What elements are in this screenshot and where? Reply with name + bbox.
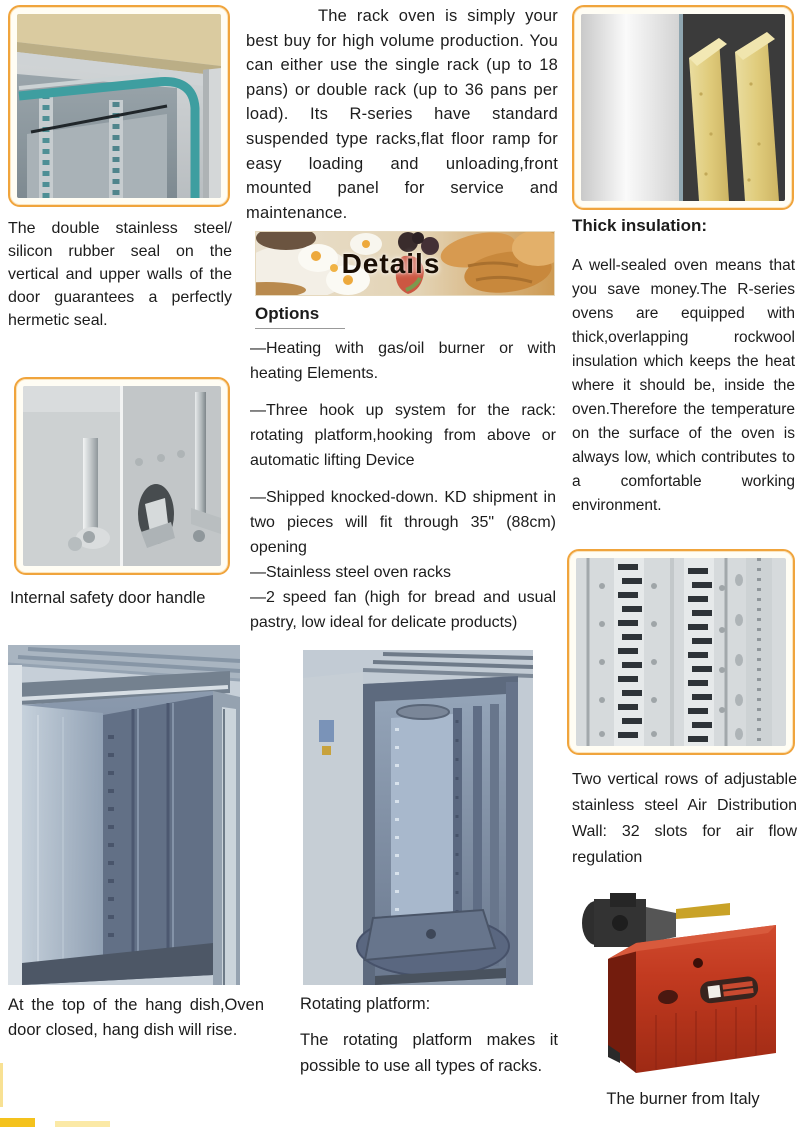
door-seal-caption: The double stainless steel/ silicon rubber seal on the vertical and upper walls of the door guarantees a perfectly hermetic seal. bbox=[8, 220, 232, 329]
insulation-photo-frame bbox=[572, 5, 794, 210]
burner-caption: The burner from Italy bbox=[606, 1090, 760, 1108]
burner-motor bbox=[582, 893, 676, 947]
option-item: —Shipped knocked-down. KD shipment in two pieces will fit through 35" (88cm) opening bbox=[250, 489, 556, 556]
option-item: —2 speed fan (high for bread and usual pastry, low ideal for delicate products) bbox=[250, 589, 556, 631]
insulation-heading: Thick insulation: bbox=[572, 216, 708, 235]
slot-column bbox=[614, 558, 644, 746]
insulation-paragraph: A well-sealed oven means that you save money.The R-series ovens are equipped with thick,overlapping rockwool insulation which keeps the heat where it should be, inside the oven.Therefore the temperature on the surface of the oven is always low, which contributes to a comfortable working environment. bbox=[572, 257, 795, 514]
door-handle-photo bbox=[23, 386, 221, 566]
rotating-caption: The rotating platform makes it possible to use all types of racks. bbox=[300, 1031, 558, 1075]
footer-bar-pale bbox=[55, 1121, 110, 1127]
option-item: —Three hook up system for the rack: rotating platform,hooking from above or automatic lifting Device bbox=[250, 402, 556, 469]
rotating-platform-photo bbox=[303, 650, 533, 985]
options-underline bbox=[255, 328, 345, 329]
details-banner-label: Details bbox=[341, 248, 441, 279]
slot-column bbox=[684, 558, 714, 746]
option-item: —Stainless steel oven racks bbox=[250, 564, 451, 581]
intro-paragraph: The rack oven is simply your best buy for high volume production. You can either use the single rack (up to 18 pans) or double rack (up to 36 pans per load). Its R-series have standard suspended type racks,flat floor ramp for easy loading and unloading,front mounted panel for service and maintenance. bbox=[246, 7, 558, 222]
options-heading: Options bbox=[255, 304, 320, 323]
left-edge-decoration bbox=[0, 1063, 3, 1107]
hang-dish-caption: At the top of the hang dish,Oven door closed, hang dish will rise. bbox=[8, 996, 264, 1039]
insulation-photo bbox=[581, 14, 785, 201]
oven-interior-photo bbox=[8, 645, 240, 985]
options-list bbox=[250, 336, 556, 635]
details-banner bbox=[255, 231, 555, 296]
door-handle-caption: Internal safety door handle bbox=[10, 589, 206, 607]
door-seal-photo-frame bbox=[8, 5, 230, 207]
option-item: —Heating with gas/oil burner or with heating Elements. bbox=[250, 340, 556, 382]
burner-photo bbox=[580, 885, 780, 1085]
footer-bar-gold bbox=[0, 1118, 35, 1127]
rotating-heading: Rotating platform: bbox=[300, 995, 431, 1013]
door-seal-photo bbox=[17, 14, 221, 198]
air-wall-photo-frame bbox=[567, 549, 795, 755]
door-handle-photo-frame bbox=[14, 377, 230, 575]
options-section-header bbox=[255, 304, 345, 329]
air-distribution-wall-photo bbox=[576, 558, 786, 746]
air-wall-caption: Two vertical rows of adjustable stainless steel Air Distribution Wall: 32 slots for air flow regulation bbox=[572, 771, 797, 866]
